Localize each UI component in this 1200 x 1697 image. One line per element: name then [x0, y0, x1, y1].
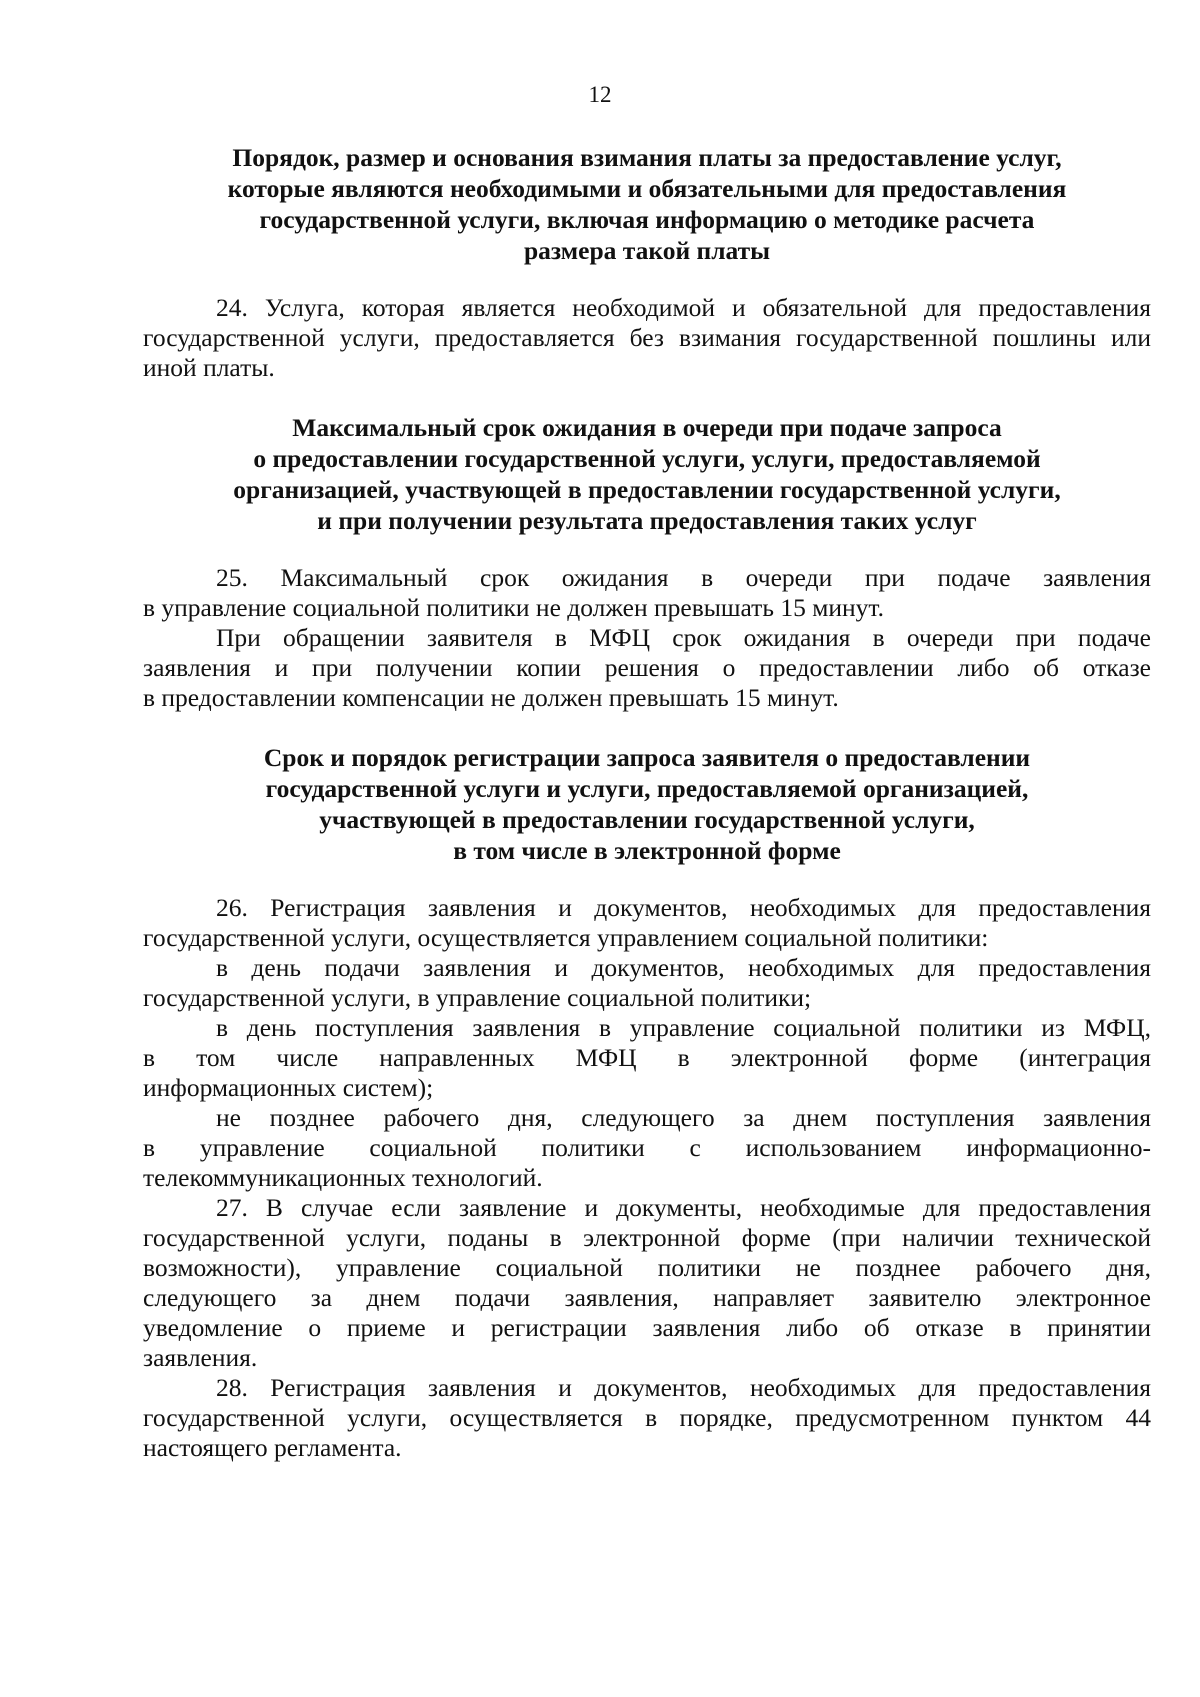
- paragraph-27-line-4: следующего за днем подачи заявления, направляет заявителю электронное: [143, 1283, 1151, 1312]
- paragraph-25-line-2: в управление социальной политики не должен превышать 15 минут.: [143, 593, 884, 622]
- paragraph-27-line-1: 27. В случае если заявление и документы, необходимые для предоставления: [216, 1193, 1151, 1222]
- paragraph-24-line-1: 24. Услуга, которая является необходимой и обязательной для предоставления: [216, 293, 1151, 322]
- paragraph-27-line-3: возможности), управление социальной политики не позднее рабочего дня,: [143, 1253, 1151, 1282]
- paragraph-26-line-2: государственной услуги, осуществляется управлением социальной политики:: [143, 923, 989, 952]
- heading-fee-procedure-line-4: размера такой платы: [523, 236, 771, 265]
- paragraph-26-line-10: телекоммуникационных технологий.: [143, 1163, 543, 1192]
- paragraph-26-line-7: информационных систем);: [143, 1073, 434, 1102]
- heading-registration-line-2: государственной услуги и услуги, предоставляемой организацией,: [265, 774, 1029, 803]
- paragraph-28-line-1: 28. Регистрация заявления и документов, необходимых для предоставления: [216, 1373, 1151, 1402]
- paragraph-25-line-3: При обращении заявителя в МФЦ срок ожидания в очереди при подаче: [216, 623, 1151, 652]
- heading-fee-procedure-line-3: государственной услуги, включая информацию о методике расчета: [259, 205, 1035, 234]
- paragraph-24-line-2: государственной услуги, предоставляется без взимания государственной пошлины или: [143, 323, 1151, 352]
- paragraph-27-line-6: заявления.: [143, 1343, 258, 1372]
- heading-fee-procedure-line-1: Порядок, размер и основания взимания платы за предоставление услуг,: [232, 143, 1062, 172]
- paragraph-28-line-2: государственной услуги, осуществляется в порядке, предусмотренном пунктом 44: [143, 1403, 1151, 1432]
- paragraph-26-line-5: в день поступления заявления в управление социальной политики из МФЦ,: [216, 1013, 1151, 1042]
- paragraph-25-line-4: заявления и при получении копии решения о предоставлении либо об отказе: [143, 653, 1151, 682]
- heading-queue-time-line-2: о предоставлении государственной услуги, услуги, предоставляемой: [253, 444, 1041, 473]
- heading-registration-line-3: участвующей в предоставлении государственной услуги,: [319, 805, 975, 834]
- paragraph-27-line-5: уведомление о приеме и регистрации заявления либо об отказе в принятии: [143, 1313, 1151, 1342]
- paragraph-26-line-4: государственной услуги, в управление социальной политики;: [143, 983, 812, 1012]
- paragraph-24-line-3: иной платы.: [143, 353, 275, 382]
- heading-queue-time-line-4: и при получении результата предоставления таких услуг: [317, 506, 977, 535]
- heading-registration-line-4: в том числе в электронной форме: [453, 836, 841, 865]
- paragraph-28-line-3: настоящего регламента.: [143, 1433, 402, 1462]
- heading-queue-time-line-3: организацией, участвующей в предоставлении государственной услуги,: [233, 475, 1061, 504]
- paragraph-26-line-3: в день подачи заявления и документов, необходимых для предоставления: [216, 953, 1151, 982]
- paragraph-27-line-2: государственной услуги, поданы в электронной форме (при наличии технической: [143, 1223, 1151, 1252]
- paragraph-26-line-1: 26. Регистрация заявления и документов, необходимых для предоставления: [216, 893, 1151, 922]
- paragraph-26-line-9: в управление социальной политики с использованием информационно-: [143, 1133, 1151, 1162]
- heading-fee-procedure-line-2: которые являются необходимыми и обязательными для предоставления: [227, 174, 1067, 203]
- paragraph-25-line-1: 25. Максимальный срок ожидания в очереди при подаче заявления: [216, 563, 1151, 592]
- paragraph-26-line-8: не позднее рабочего дня, следующего за днем поступления заявления: [216, 1103, 1151, 1132]
- paragraph-26-line-6: в том числе направленных МФЦ в электронной форме (интеграция: [143, 1043, 1151, 1072]
- page-number: 12: [588, 82, 612, 107]
- heading-queue-time-line-1: Максимальный срок ожидания в очереди при подаче запроса: [292, 413, 1002, 442]
- heading-registration-line-1: Срок и порядок регистрации запроса заявителя о предоставлении: [263, 743, 1031, 772]
- paragraph-25-line-5: в предоставлении компенсации не должен превышать 15 минут.: [143, 683, 839, 712]
